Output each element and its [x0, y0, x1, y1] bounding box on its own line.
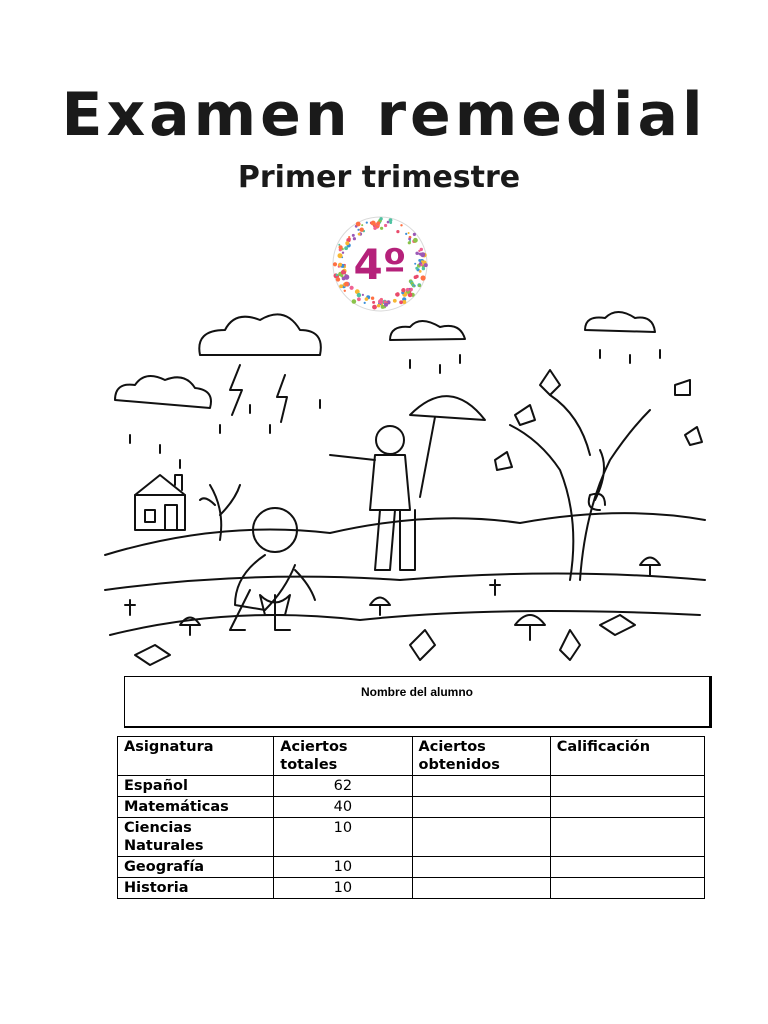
grade-cell[interactable]	[550, 878, 704, 899]
student-name-field[interactable]	[124, 676, 712, 728]
header-grade: Calificación	[550, 737, 704, 776]
page-subtitle: Primer trimestre	[237, 160, 521, 195]
table-row	[118, 797, 705, 818]
grade-badge	[330, 214, 430, 314]
grade-cell[interactable]	[550, 818, 704, 857]
grade-badge-label: 4º	[353, 239, 407, 289]
obtained-cell[interactable]	[412, 797, 550, 818]
subject-cell: Matemáticas	[118, 797, 274, 818]
subject-cell: Español	[118, 776, 274, 797]
autumn-rain-illustration	[100, 305, 710, 675]
total-cell: 10	[274, 818, 412, 857]
header-total: Aciertos totales	[274, 737, 412, 776]
grade-cell[interactable]	[550, 857, 704, 878]
total-cell: 62	[274, 776, 412, 797]
table-row	[118, 878, 705, 899]
obtained-cell[interactable]	[412, 818, 550, 857]
subject-cell: Ciencias Naturales	[118, 818, 274, 857]
total-cell: 10	[274, 857, 412, 878]
page-title: Examen remedial	[61, 80, 707, 150]
table-header-row	[118, 737, 705, 776]
grades-table	[117, 736, 705, 899]
student-name-label: Nombre del alumno	[360, 685, 473, 699]
subject-cell: Geografía	[118, 857, 274, 878]
grade-cell[interactable]	[550, 776, 704, 797]
total-cell: 10	[274, 878, 412, 899]
header-obtained: Aciertos obtenidos	[412, 737, 550, 776]
table-row	[118, 818, 705, 857]
obtained-cell[interactable]	[412, 857, 550, 878]
table-row	[118, 857, 705, 878]
header-subject: Asignatura	[118, 737, 274, 776]
subject-cell: Historia	[118, 878, 274, 899]
obtained-cell[interactable]	[412, 878, 550, 899]
total-cell: 40	[274, 797, 412, 818]
grade-cell[interactable]	[550, 797, 704, 818]
table-row	[118, 776, 705, 797]
obtained-cell[interactable]	[412, 776, 550, 797]
